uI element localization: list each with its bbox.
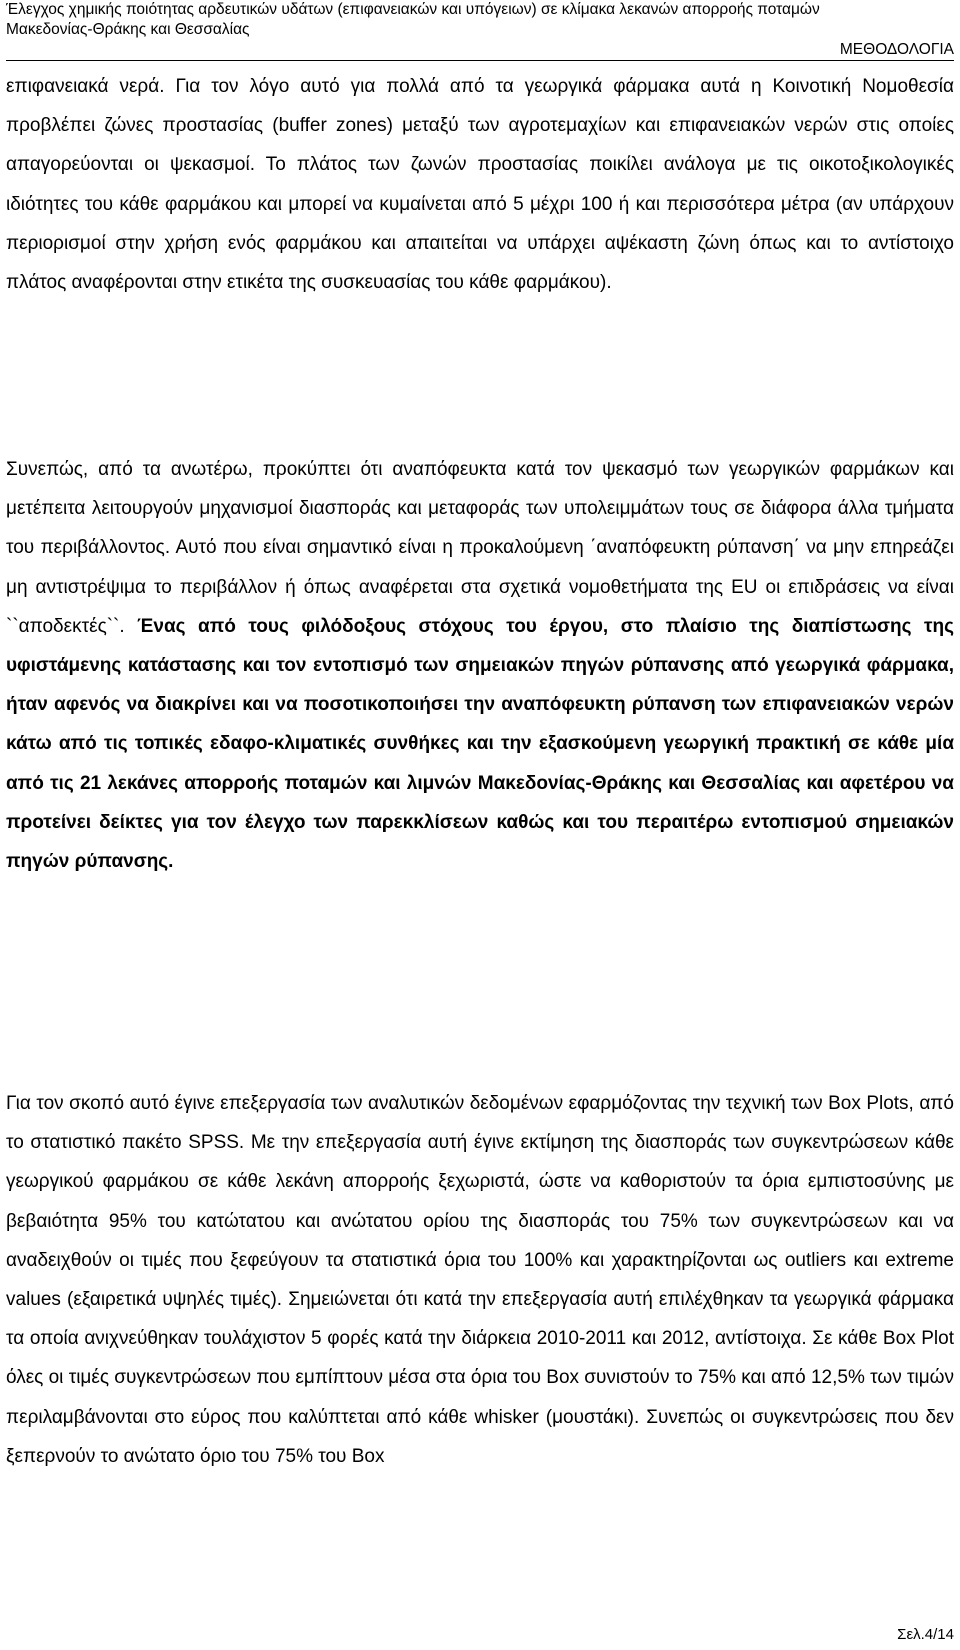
header-divider	[6, 60, 954, 61]
page-header	[6, 0, 954, 58]
paragraph-project-goal-bold: Ένας από τους φιλόδοξους στόχους του έργου, στο πλαίσιο της διαπίστωσης της υφιστάμενης κατάστασης και τον εντοπισμό των σημειακών πηγών ρύπανσης από γεωργικά φάρμακα, ήταν αφενός να διακρίνει και να ποσοτικοποιήσει την αναπόφευκτη ρύπανση των επιφανειακών νερών κάτω από τις τοπικές εδαφο-κλιματικές συνθήκες και την εξασκούμενη γεωργική πρακτική σε κάθε μία από τις 21 λεκάνες απορροής ποταμών και λιμνών Μακεδονίας-Θράκης και Θεσσαλίας και αφετέρου να προτείνει δείκτες για τον έλεγχο των παρεκκλίσεων καθώς και του περαιτέρω εντοπισμού σημειακών πηγών ρύπανσης.	[6, 615, 955, 873]
header-section-label: ΜΕΘΟΔΟΛΟΓΙΑ	[839, 41, 954, 58]
paragraph-unavoidable-pollution	[6, 450, 954, 881]
header-title-line-1: Έλεγχος χημικής ποιότητας αρδευτικών υδάτων (επιφανειακών και υπόγειων) σε κλίμακα λεκανών απορροής ποταμών	[6, 1, 820, 18]
paragraph-box-plots-method: Για τον σκοπό αυτό έγινε επεξεργασία των αναλυτικών δεδομένων εφαρμόζοντας την τεχνική των Box Plots, από το στατιστικό πακέτο SPSS. Με την επεξεργασία αυτή έγινε εκτίμηση της διασποράς των συγκεντρώσεων κάθε γεωργικού φαρμάκου σε κάθε λεκάνη απορροής ξεχωριστά, ώστε να καθοριστούν τα όρια εμπιστοσύνης με βεβαιότητα 95% του κατώτατου και ανώτατου ορίου της διασποράς του 75% των συγκεντρώσεων και να αναδειχθούν οι τιμές που ξεφεύγουν τα στατιστικά όρια του 100% και χαρακτηρίζονται ως outliers και extreme values (εξαιρετικά υψηλές τιμές). Σημειώνεται ότι κατά την επεξεργασία αυτή επιλέχθηκαν τα γεωργικά φάρμακα τα οποία ανιχνεύθηκαν τουλάχιστον 5 φορές κατά την διάρκεια 2010-2011 και 2012, αντίστοιχα. Σε κάθε Box Plot όλες οι τιμές συγκεντρώσεων που εμπίπτουν μέσα στα όρια του Box συνιστούν το 75% και από 12,5% των τιμών περιλαμβάνονται στο εύρος που καλύπτεται από κάθε whisker (μουστάκι). Συνεπώς οι συγκεντρώσεις που δεν ξεπερνούν το ανώτατο όριο του 75% του Box	[6, 1093, 954, 1467]
paragraph-unavoidable-pollution-regular: Συνεπώς, από τα ανωτέρω, προκύπτει ότι αναπόφευκτα κατά τον ψεκασμό των γεωργικών φαρμάκων και μετέπειτα λειτουργούν μηχανισμοί διασποράς και μεταφοράς των υπολειμμάτων τους σε διάφορα άλλα τμήματα του περιβάλλοντος. Αυτό που είναι σημαντικό είναι η προκαλούμενη ΄αναπόφευκτη ρύπανση΄ να μην επηρεάζει μη αντιστρέψιμα το περιβάλλον ή όπως αναφέρεται στα σχετικά νομοθετήματα της EU οι επιδράσεις να είναι ``αποδεκτές``.	[6, 459, 954, 637]
page-number: Σελ.4/14	[897, 1626, 954, 1643]
header-title-line-2: Μακεδονίας-Θράκης και Θεσσαλίας	[6, 21, 250, 38]
paragraph-buffer-zones: επιφανειακά νερά. Για τον λόγο αυτό για πολλά από τα γεωργικά φάρμακα αυτά η Κοινοτική Νομοθεσία προβλέπει ζώνες προστασίας (buffer zones) μεταξύ των αγροτεμαχίων και επιφανειακών νερών στις οποίες απαγορεύονται οι ψεκασμοί. Το πλάτος των ζωνών προστασίας ποικίλει ανάλογα με τις οικοτοξικολογικές ιδιότητες του κάθε φαρμάκου και μπορεί να κυμαίνεται από 5 μέχρι 100 ή και περισσότερα μέτρα (αν υπάρχουν περιορισμοί στην χρήση ενός φαρμάκου και απαιτείται να υπάρχει αψέκαστη ζώνη όπως και το αντίστοιχο πλάτος αναφέρονται στην ετικέτα της συσκευασίας του κάθε φαρμάκου).	[6, 76, 954, 294]
